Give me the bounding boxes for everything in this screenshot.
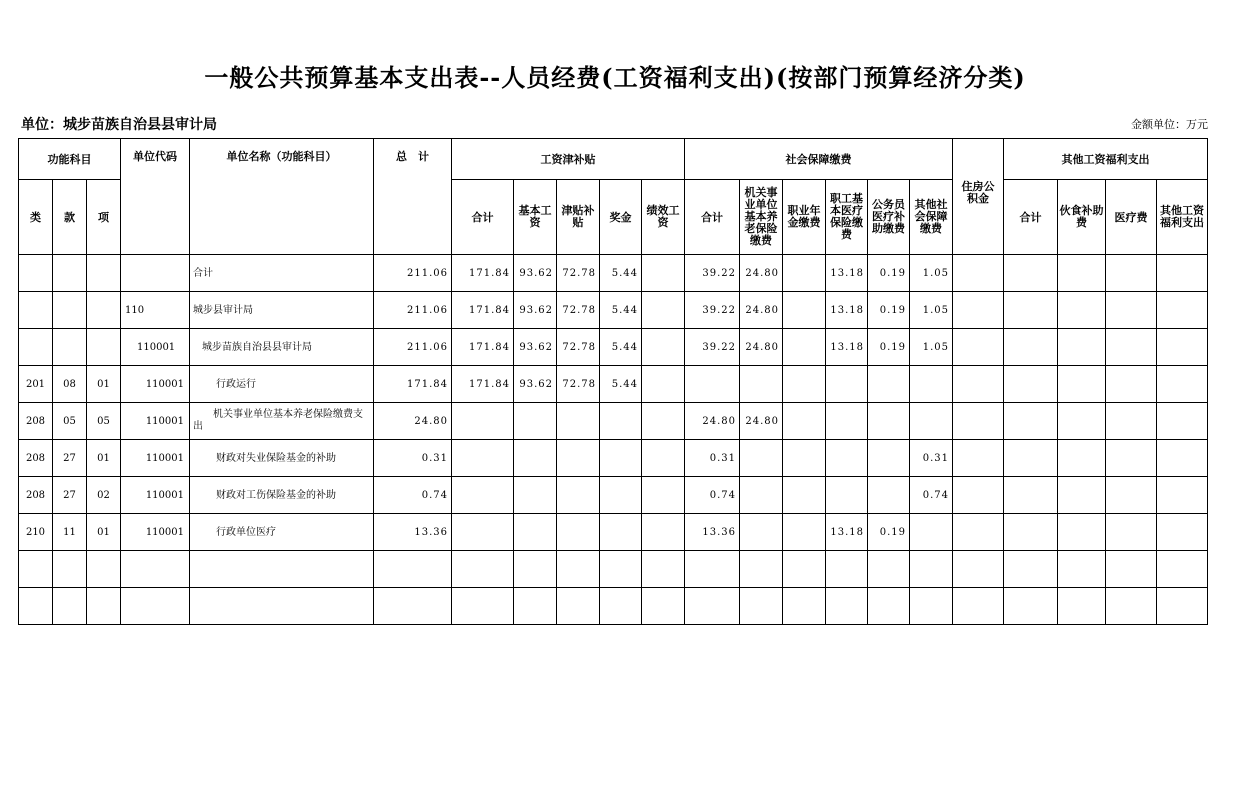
empty-cell: [374, 551, 452, 588]
cell-medical-fee: [1106, 255, 1157, 292]
cell-performance: [642, 440, 685, 477]
empty-cell: [190, 588, 374, 625]
cell-annuity: [783, 292, 826, 329]
empty-cell: [87, 588, 121, 625]
header-unit-name: 单位名称（功能科目）: [190, 139, 374, 255]
cell-performance: [642, 329, 685, 366]
cell-other-welfare: [1157, 292, 1208, 329]
cell-total: 211.06: [374, 292, 452, 329]
header-wage-group: 工资津补贴: [452, 139, 685, 180]
cell-other-welfare: [1157, 403, 1208, 440]
cell-social-total: 39.22: [685, 255, 740, 292]
cell-basic-wage: [514, 440, 557, 477]
cell-housing: [953, 255, 1004, 292]
cell-unit-name: 财政对工伤保险基金的补助: [190, 477, 374, 514]
empty-cell: [826, 551, 868, 588]
cell-other-social: 0.74: [910, 477, 953, 514]
empty-cell: [600, 588, 642, 625]
cell-social-total: 13.36: [685, 514, 740, 551]
cell-unit-name: 行政运行: [190, 366, 374, 403]
cell-medical-fee: [1106, 477, 1157, 514]
cell-wage-total: 171.84: [452, 255, 514, 292]
cell-kuan: 08: [53, 366, 87, 403]
empty-cell: [1106, 551, 1157, 588]
cell-bonus: 5.44: [600, 292, 642, 329]
cell-unit-code: 110001: [121, 329, 190, 366]
cell-performance: [642, 403, 685, 440]
cell-meal: [1058, 366, 1106, 403]
cell-basic-wage: 93.62: [514, 366, 557, 403]
cell-medical: [826, 403, 868, 440]
cell-xiang: 02: [87, 477, 121, 514]
header-other-total: 合计: [1004, 180, 1058, 255]
cell-other-welfare: [1157, 440, 1208, 477]
cell-civil-medical: 0.19: [868, 329, 910, 366]
cell-other-total: [1004, 440, 1058, 477]
empty-cell: [685, 588, 740, 625]
cell-social-total: 39.22: [685, 292, 740, 329]
budget-table: [18, 138, 1208, 625]
empty-cell: [1058, 551, 1106, 588]
cell-total: 171.84: [374, 366, 452, 403]
cell-pension: 24.80: [740, 403, 783, 440]
cell-annuity: [783, 255, 826, 292]
header-bonus: 奖金: [600, 180, 642, 255]
empty-cell: [19, 551, 53, 588]
cell-xiang: 05: [87, 403, 121, 440]
empty-cell: [953, 551, 1004, 588]
cell-annuity: [783, 329, 826, 366]
empty-cell: [1058, 588, 1106, 625]
table-row: [19, 292, 1208, 329]
cell-pension: 24.80: [740, 255, 783, 292]
cell-unit-code: 110: [121, 292, 190, 329]
cell-xiang: 01: [87, 440, 121, 477]
table-row: [19, 440, 1208, 477]
cell-meal: [1058, 514, 1106, 551]
cell-medical-fee: [1106, 440, 1157, 477]
cell-social-total: 0.74: [685, 477, 740, 514]
header-meal-allowance: 伙食补助费: [1058, 180, 1106, 255]
cell-housing: [953, 329, 1004, 366]
cell-social-total: 0.31: [685, 440, 740, 477]
cell-other-social: 1.05: [910, 329, 953, 366]
empty-cell: [868, 551, 910, 588]
cell-medical: 13.18: [826, 255, 868, 292]
cell-civil-medical: [868, 403, 910, 440]
cell-unit-name: 机关事业单位基本养老保险缴费支出: [190, 403, 374, 440]
empty-cell: [953, 588, 1004, 625]
cell-unit-code: 110001: [121, 477, 190, 514]
cell-pension: [740, 366, 783, 403]
cell-annuity: [783, 366, 826, 403]
empty-cell: [514, 551, 557, 588]
empty-cell: [826, 588, 868, 625]
cell-meal: [1058, 292, 1106, 329]
header-medical-fee: 医疗费: [1106, 180, 1157, 255]
cell-housing: [953, 366, 1004, 403]
header-func-subject: 功能科目: [19, 139, 121, 180]
cell-unit-name: 财政对失业保险基金的补助: [190, 440, 374, 477]
cell-other-total: [1004, 403, 1058, 440]
header-basic-wage: 基本工资: [514, 180, 557, 255]
cell-meal: [1058, 477, 1106, 514]
cell-performance: [642, 366, 685, 403]
table-row: [19, 366, 1208, 403]
empty-cell: [868, 588, 910, 625]
cell-wage-total: [452, 477, 514, 514]
cell-allowance: [557, 514, 600, 551]
cell-annuity: [783, 514, 826, 551]
cell-kuan: [53, 292, 87, 329]
cell-allowance: 72.78: [557, 329, 600, 366]
cell-civil-medical: [868, 477, 910, 514]
empty-cell: [642, 551, 685, 588]
cell-allowance: 72.78: [557, 292, 600, 329]
cell-wage-total: 171.84: [452, 366, 514, 403]
cell-lei: [19, 292, 53, 329]
cell-unit-code: 110001: [121, 403, 190, 440]
cell-annuity: [783, 440, 826, 477]
cell-other-social: 0.31: [910, 440, 953, 477]
cell-allowance: [557, 477, 600, 514]
cell-wage-total: [452, 514, 514, 551]
cell-pension: 24.80: [740, 329, 783, 366]
cell-meal: [1058, 329, 1106, 366]
cell-basic-wage: [514, 514, 557, 551]
cell-housing: [953, 440, 1004, 477]
cell-performance: [642, 514, 685, 551]
cell-xiang: 01: [87, 366, 121, 403]
cell-meal: [1058, 255, 1106, 292]
cell-basic-wage: [514, 477, 557, 514]
cell-housing: [953, 403, 1004, 440]
cell-other-total: [1004, 366, 1058, 403]
cell-bonus: 5.44: [600, 329, 642, 366]
cell-bonus: [600, 440, 642, 477]
empty-cell: [910, 588, 953, 625]
cell-unit-code: 110001: [121, 440, 190, 477]
empty-cell: [87, 551, 121, 588]
empty-cell: [1157, 551, 1208, 588]
cell-allowance: [557, 440, 600, 477]
header-lei: 类: [19, 180, 53, 255]
cell-total: 0.74: [374, 477, 452, 514]
cell-other-total: [1004, 292, 1058, 329]
empty-cell: [121, 551, 190, 588]
cell-social-total: 39.22: [685, 329, 740, 366]
empty-cell: [514, 588, 557, 625]
empty-cell: [1004, 551, 1058, 588]
header-social-group: 社会保障缴费: [685, 139, 953, 180]
header-medical-insurance: 职工基本医疗保险缴费: [826, 180, 868, 255]
cell-medical-fee: [1106, 403, 1157, 440]
cell-xiang: [87, 329, 121, 366]
header-total: 总 计: [374, 139, 452, 255]
cell-housing: [953, 514, 1004, 551]
empty-cell: [190, 551, 374, 588]
cell-total: 24.80: [374, 403, 452, 440]
cell-other-welfare: [1157, 329, 1208, 366]
cell-civil-medical: 0.19: [868, 514, 910, 551]
empty-cell: [783, 551, 826, 588]
cell-medical: 13.18: [826, 292, 868, 329]
cell-meal: [1058, 440, 1106, 477]
cell-pension: [740, 440, 783, 477]
cell-unit-code: 110001: [121, 366, 190, 403]
cell-bonus: [600, 514, 642, 551]
cell-performance: [642, 255, 685, 292]
cell-pension: 24.80: [740, 292, 783, 329]
cell-medical: 13.18: [826, 329, 868, 366]
cell-medical: [826, 477, 868, 514]
header-performance-wage: 绩效工资: [642, 180, 685, 255]
cell-wage-total: [452, 440, 514, 477]
unit-label: 单位：城步苗族自治县县审计局: [21, 117, 217, 133]
cell-other-social: [910, 366, 953, 403]
header-xiang: 项: [87, 180, 121, 255]
cell-other-welfare: [1157, 514, 1208, 551]
cell-kuan: 11: [53, 514, 87, 551]
cell-lei: [19, 329, 53, 366]
cell-annuity: [783, 477, 826, 514]
table-row: [19, 403, 1208, 440]
cell-pension: [740, 514, 783, 551]
cell-basic-wage: 93.62: [514, 329, 557, 366]
page-title: 一般公共预算基本支出表--人员经费(工资福利支出)(按部门预算经济分类): [204, 63, 1026, 92]
table-row-empty: [19, 588, 1208, 625]
cell-other-social: [910, 514, 953, 551]
cell-unit-name: 城步苗族自治县县审计局: [190, 329, 374, 366]
cell-kuan: [53, 255, 87, 292]
cell-total: 211.06: [374, 329, 452, 366]
cell-annuity: [783, 403, 826, 440]
header-other-group: 其他工资福利支出: [1004, 139, 1208, 180]
cell-performance: [642, 292, 685, 329]
empty-cell: [121, 588, 190, 625]
cell-civil-medical: [868, 440, 910, 477]
empty-cell: [452, 588, 514, 625]
cell-unit-code: 110001: [121, 514, 190, 551]
cell-pension: [740, 477, 783, 514]
empty-cell: [910, 551, 953, 588]
cell-unit-name: 行政单位医疗: [190, 514, 374, 551]
cell-medical-fee: [1106, 514, 1157, 551]
cell-xiang: [87, 292, 121, 329]
header-housing-fund: 住房公积金: [953, 139, 1004, 255]
empty-cell: [557, 551, 600, 588]
table-row: [19, 514, 1208, 551]
cell-medical-fee: [1106, 366, 1157, 403]
empty-cell: [685, 551, 740, 588]
header-allowance: 津贴补贴: [557, 180, 600, 255]
empty-cell: [642, 588, 685, 625]
cell-basic-wage: 93.62: [514, 292, 557, 329]
cell-bonus: 5.44: [600, 255, 642, 292]
empty-cell: [1157, 588, 1208, 625]
cell-xiang: [87, 255, 121, 292]
cell-basic-wage: 93.62: [514, 255, 557, 292]
cell-lei: 208: [19, 403, 53, 440]
cell-basic-wage: [514, 403, 557, 440]
cell-medical: [826, 440, 868, 477]
cell-medical-fee: [1106, 292, 1157, 329]
cell-allowance: 72.78: [557, 366, 600, 403]
table-row: [19, 477, 1208, 514]
cell-bonus: [600, 403, 642, 440]
cell-unit-name: 合计: [190, 255, 374, 292]
cell-unit-code: [121, 255, 190, 292]
cell-civil-medical: [868, 366, 910, 403]
money-unit-label: 金额单位：万元: [1131, 118, 1208, 131]
header-kuan: 款: [53, 180, 87, 255]
cell-other-total: [1004, 329, 1058, 366]
empty-cell: [1004, 588, 1058, 625]
cell-other-social: [910, 403, 953, 440]
cell-kuan: 27: [53, 477, 87, 514]
empty-cell: [600, 551, 642, 588]
cell-wage-total: 171.84: [452, 329, 514, 366]
empty-cell: [740, 588, 783, 625]
cell-housing: [953, 477, 1004, 514]
cell-kuan: [53, 329, 87, 366]
cell-other-total: [1004, 477, 1058, 514]
cell-lei: [19, 255, 53, 292]
cell-other-welfare: [1157, 366, 1208, 403]
cell-medical: 13.18: [826, 514, 868, 551]
cell-other-total: [1004, 514, 1058, 551]
empty-cell: [740, 551, 783, 588]
cell-other-social: 1.05: [910, 292, 953, 329]
header-pension: 机关事业单位基本养老保险缴费: [740, 180, 783, 255]
header-wage-total: 合计: [452, 180, 514, 255]
empty-cell: [53, 551, 87, 588]
cell-wage-total: [452, 403, 514, 440]
header-unit-code: 单位代码: [121, 139, 190, 255]
cell-bonus: 5.44: [600, 366, 642, 403]
cell-xiang: 01: [87, 514, 121, 551]
cell-lei: 208: [19, 477, 53, 514]
cell-lei: 201: [19, 366, 53, 403]
cell-social-total: 24.80: [685, 403, 740, 440]
cell-housing: [953, 292, 1004, 329]
empty-cell: [783, 588, 826, 625]
empty-cell: [557, 588, 600, 625]
cell-other-social: 1.05: [910, 255, 953, 292]
table-row-empty: [19, 551, 1208, 588]
header-other-social: 其他社会保障缴费: [910, 180, 953, 255]
cell-lei: 208: [19, 440, 53, 477]
header-civil-medical: 公务员医疗补助缴费: [868, 180, 910, 255]
cell-lei: 210: [19, 514, 53, 551]
empty-cell: [19, 588, 53, 625]
cell-kuan: 05: [53, 403, 87, 440]
cell-allowance: 72.78: [557, 255, 600, 292]
cell-allowance: [557, 403, 600, 440]
empty-cell: [374, 588, 452, 625]
cell-civil-medical: 0.19: [868, 292, 910, 329]
cell-kuan: 27: [53, 440, 87, 477]
empty-cell: [452, 551, 514, 588]
cell-unit-name: 城步县审计局: [190, 292, 374, 329]
header-annuity: 职业年金缴费: [783, 180, 826, 255]
header-other-welfare: 其他工资福利支出: [1157, 180, 1208, 255]
header-social-total: 合计: [685, 180, 740, 255]
cell-other-welfare: [1157, 477, 1208, 514]
cell-social-total: [685, 366, 740, 403]
cell-civil-medical: 0.19: [868, 255, 910, 292]
cell-total: 13.36: [374, 514, 452, 551]
table-row: [19, 329, 1208, 366]
cell-other-total: [1004, 255, 1058, 292]
cell-bonus: [600, 477, 642, 514]
cell-other-welfare: [1157, 255, 1208, 292]
cell-performance: [642, 477, 685, 514]
cell-meal: [1058, 403, 1106, 440]
empty-cell: [1106, 588, 1157, 625]
cell-medical: [826, 366, 868, 403]
empty-cell: [53, 588, 87, 625]
cell-total: 0.31: [374, 440, 452, 477]
cell-total: 211.06: [374, 255, 452, 292]
cell-medical-fee: [1106, 329, 1157, 366]
table-row: [19, 255, 1208, 292]
cell-wage-total: 171.84: [452, 292, 514, 329]
